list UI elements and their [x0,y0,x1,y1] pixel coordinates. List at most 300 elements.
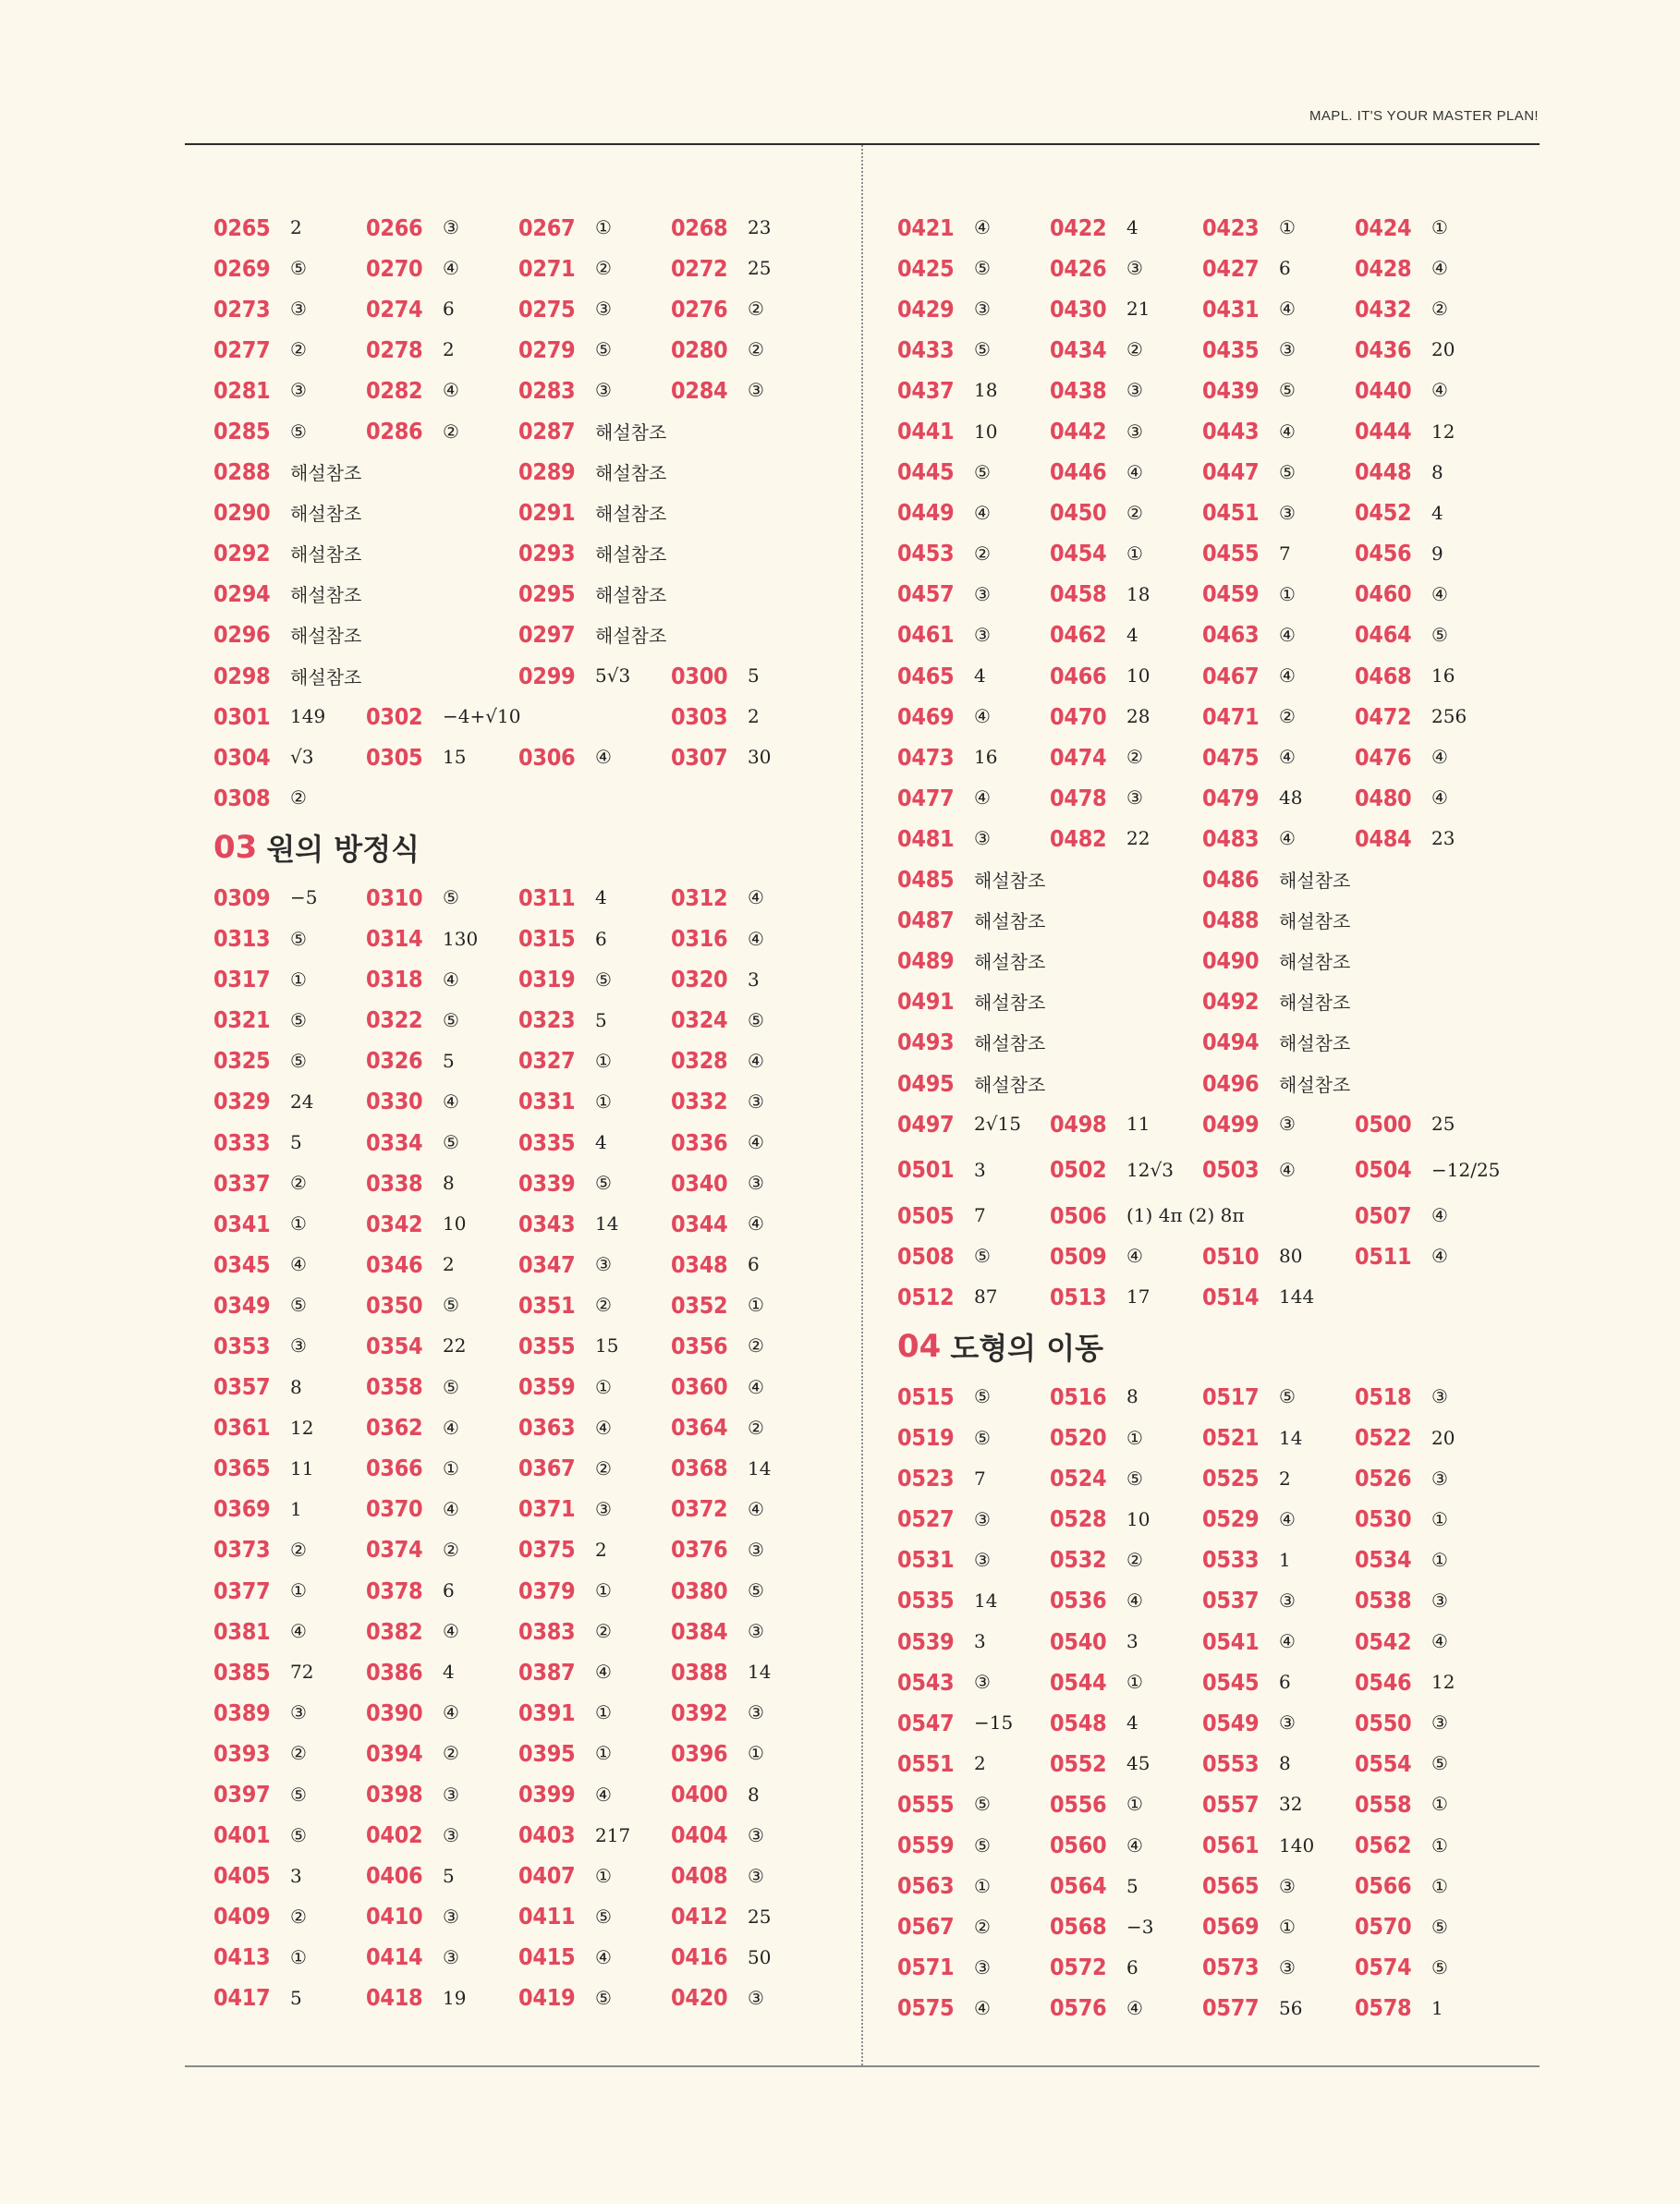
answer-entry [1050,540,1202,566]
answer-value: 20 [1431,338,1455,361]
problem-number: 0536 [1050,1587,1107,1614]
answer-value: ① [290,1579,307,1602]
problem-number: 0280 [671,335,728,363]
answer-entry [213,1292,366,1319]
answer-value: 5 [290,1131,302,1154]
problem-number: 0427 [1202,254,1260,282]
answer-value: ③ [1126,420,1143,443]
answer-value: 28 [1126,705,1150,728]
problem-number: 0343 [518,1210,576,1237]
answer-value: ⑤ [595,968,612,991]
answer-entry [1355,1424,1507,1451]
answer-value: ③ [1279,1589,1296,1612]
answer-entry [1050,499,1202,526]
answer-entry [366,1495,518,1522]
answer-entry [1202,336,1355,363]
answer-entry [897,499,1050,526]
answer-row [213,1203,823,1244]
answer-row [897,574,1507,615]
answer-entry [1202,214,1355,241]
answer-entry [518,296,671,323]
answer-row [213,1407,823,1448]
answer-row [213,1285,823,1325]
answer-value: ④ [1431,1630,1448,1653]
answer-value: ⑤ [974,1245,991,1268]
problem-number: 0540 [1050,1627,1107,1655]
answer-value: ④ [748,1131,764,1154]
answer-entry [1355,1832,1507,1858]
problem-number: 0541 [1202,1627,1260,1655]
answer-row [213,207,823,248]
problem-number: 0443 [1202,418,1260,445]
answer-entry [671,336,823,363]
answer-value: ③ [974,1671,991,1694]
section-title: 도형의 이동 [950,1331,1104,1367]
answer-value: 6 [595,927,607,950]
answer-entry [671,703,823,730]
answer-entry [897,214,1050,241]
answer-entry [366,966,518,992]
answer-value: ④ [748,1497,764,1520]
answer-entry [1202,703,1355,730]
answer-value: ① [595,1375,612,1398]
answer-value: 16 [1431,664,1455,688]
answer-value: 217 [595,1823,631,1846]
problem-number: 0546 [1355,1668,1412,1696]
answer-entry [1355,336,1507,363]
answer-row [213,1367,823,1407]
answer-value: ⑤ [748,1008,764,1031]
answer-value: 14 [1279,1426,1303,1449]
problem-number: 0313 [213,925,271,953]
answer-entry [1355,1628,1507,1655]
problem-number: 0493 [897,1029,955,1056]
problem-number: 0373 [213,1536,271,1564]
answer-value: ④ [290,1620,307,1643]
answer-entry [1050,458,1202,485]
problem-number: 0440 [1355,376,1412,404]
answer-entry [213,1170,366,1197]
answer-entry [366,1862,518,1889]
answer-entry [213,621,366,648]
answer-value: 48 [1279,786,1303,810]
answer-entry [671,1170,823,1197]
answer-value: 6 [1279,257,1291,280]
answer-value: 10 [1126,1507,1150,1530]
answer-entry [1050,377,1202,404]
answer-value: 2 [443,1253,455,1276]
problem-number: 0426 [1050,254,1107,282]
answer-value: 14 [748,1661,772,1684]
answer-entry [1050,703,1202,730]
problem-number: 0495 [897,1069,955,1097]
problem-number: 0411 [518,1903,576,1930]
problem-number: 0517 [1202,1382,1260,1410]
answer-entry [671,1821,823,1848]
answer-row [213,1489,823,1529]
answer-entry [1050,621,1202,648]
problem-number: 0418 [366,1984,423,2012]
answer-entry [213,1862,366,1889]
answer-value: 15 [443,746,467,769]
problem-number: 0327 [518,1047,576,1075]
answer-entry [518,1821,671,1848]
answer-row [213,1529,823,1570]
answer-entry [1050,296,1202,323]
problem-number: 0365 [213,1455,271,1482]
answer-value: ③ [1279,338,1296,361]
answer-value: 2√15 [974,1113,1021,1136]
answer-entry [1202,663,1355,689]
answer-row [897,1499,1507,1540]
answer-row [213,1163,823,1203]
answer-row [897,1144,1507,1195]
answer-value: ④ [443,968,459,991]
answer-value: ④ [748,1212,764,1236]
problem-number: 0298 [213,662,271,689]
answer-entry [897,1750,1050,1777]
section-number: 03 [213,829,258,867]
problem-number: 0477 [897,784,955,811]
answer-value: 11 [1126,1113,1150,1136]
answer-row [213,452,823,493]
answer-value: ③ [290,298,307,321]
answer-entry [1355,1465,1507,1492]
answer-value: 14 [974,1589,998,1612]
answer-entry [671,214,823,241]
answer-value: ⑤ [974,1833,991,1857]
answer-value: ⑤ [290,1823,307,1846]
answer-entry [897,1954,1050,1980]
answer-entry [1050,1710,1202,1736]
problem-number: 0299 [518,662,576,689]
answer-value: ① [1431,1793,1448,1816]
answer-entry [671,1903,823,1930]
problem-number: 0428 [1355,254,1412,282]
answer-value: 12 [290,1416,314,1439]
problem-number: 0397 [213,1781,271,1808]
answer-entry [1202,255,1355,282]
answer-entry [897,703,1050,730]
answer-entry [213,255,366,282]
answer-entry [1202,907,1355,933]
problem-number: 0281 [213,376,271,404]
answer-entry [1202,377,1355,404]
answer-entry [897,580,1050,607]
answer-row [897,696,1507,737]
answer-value: ④ [595,1416,612,1439]
answer-value: 23 [748,216,772,239]
answer-entry [366,1740,518,1767]
problem-number: 0442 [1050,418,1107,445]
answer-value: 2 [290,216,302,239]
answer-row [213,1733,823,1773]
answer-row [213,1122,823,1163]
problem-number: 0501 [897,1156,955,1184]
problem-number: 0374 [366,1536,423,1564]
answer-value: ① [1279,582,1296,605]
answer-value: ⑤ [974,460,991,483]
answer-entry [213,1251,366,1278]
problem-number: 0466 [1050,662,1107,689]
answer-value: 해설참조 [1279,870,1351,893]
problem-number: 0413 [213,1943,271,1971]
answer-value: ③ [1126,379,1143,402]
answer-row [897,248,1507,288]
answer-value: ② [443,1742,459,1765]
answer-value: 해설참조 [595,625,667,648]
answer-value: ② [1126,501,1143,524]
answer-entry [1355,1954,1507,1980]
answer-entry [1355,1546,1507,1573]
answer-entry [1050,785,1202,811]
answer-entry [671,1536,823,1563]
problem-number: 0433 [897,335,955,363]
answer-value: 2 [443,338,455,361]
answer-entry [213,1821,366,1848]
answer-value: 18 [974,379,998,402]
answer-value: 해설참조 [595,503,667,526]
answer-entry [1202,458,1355,485]
answer-value: ⑤ [974,1426,991,1449]
answer-value: ② [748,338,764,361]
answer-row [897,859,1507,900]
answer-value: ④ [290,1253,307,1276]
answer-entry [1202,1156,1355,1183]
answer-entry [518,966,671,992]
problem-number: 0454 [1050,540,1107,567]
answer-row [897,329,1507,370]
answer-value: ④ [748,1049,764,1072]
answer-row [897,941,1507,981]
answer-value: ③ [290,1334,307,1358]
answer-row [897,1784,1507,1824]
problem-number: 0310 [366,883,423,911]
problem-number: 0555 [897,1790,955,1818]
answer-entry [671,1455,823,1481]
problem-number: 0499 [1202,1110,1260,1138]
answer-value: ① [748,1294,764,1317]
answer-entry [518,1047,671,1074]
answer-value: 해설참조 [1279,951,1351,974]
answer-entry [213,1577,366,1604]
answer-row [897,1276,1507,1317]
answer-value: 해설참조 [1279,1032,1351,1055]
problem-number: 0274 [366,295,423,323]
problem-number: 0510 [1202,1242,1260,1270]
problem-number: 0359 [518,1373,576,1401]
section-heading [897,1317,1507,1376]
problem-number: 0569 [1202,1913,1260,1941]
answer-value: ④ [595,1945,612,1968]
answer-entry [366,1781,518,1808]
answer-entry [213,1455,366,1481]
answer-entry [1202,621,1355,648]
answer-value: 6 [443,1579,455,1602]
answer-entry [213,1006,366,1033]
answer-entry [671,1373,823,1400]
answer-entry [897,1111,1050,1138]
problem-number: 0273 [213,295,271,323]
answer-entry [213,1333,366,1359]
answer-entry [897,1710,1050,1736]
answer-entry [671,884,823,911]
answer-value: ④ [1431,1204,1448,1227]
problem-number: 0549 [1202,1709,1260,1736]
answer-entry [518,1618,671,1645]
problem-number: 0403 [518,1821,576,1849]
answer-entry [1202,1587,1355,1613]
problem-number: 0469 [897,702,955,730]
answer-row [897,1947,1507,1988]
answer-entry [518,1373,671,1400]
answer-value: ② [290,1742,307,1765]
answer-entry [1202,1243,1355,1270]
answer-row [897,1866,1507,1906]
answer-row [213,329,823,370]
answer-entry [1355,825,1507,852]
answer-value: ① [1126,1793,1143,1816]
answer-value: 8 [1126,1385,1138,1408]
answer-value: 3 [1126,1630,1138,1653]
answer-value: ③ [1279,1711,1296,1735]
problem-number: 0522 [1355,1424,1412,1452]
problem-number: 0502 [1050,1156,1107,1184]
answer-value: ③ [1431,1589,1448,1612]
answer-entry [671,1699,823,1726]
answer-value: 1 [290,1497,302,1520]
answer-value: 24 [290,1090,314,1113]
answer-row [897,370,1507,410]
answer-entry [897,255,1050,282]
problem-number: 0380 [671,1577,728,1604]
problem-number: 0345 [213,1250,271,1278]
answer-value: ③ [974,1548,991,1571]
answer-value: 12 [1431,420,1455,443]
answer-value: ① [1431,1548,1448,1571]
answer-value: ⑤ [443,1008,459,1031]
answer-row [897,1988,1507,2028]
answer-entry [1050,1202,1355,1229]
answer-value: ④ [1431,786,1448,810]
answer-value: 7 [974,1204,986,1227]
answer-entry [897,1284,1050,1310]
problem-number: 0521 [1202,1424,1260,1452]
answer-entry [1202,1791,1355,1818]
answer-entry [213,1129,366,1156]
answer-value: ④ [595,1661,612,1684]
answer-value: 4 [443,1661,455,1684]
answer-value: ③ [1279,1874,1296,1897]
answer-entry [671,1495,823,1522]
answer-entry [518,214,671,241]
problem-number: 0462 [1050,621,1107,649]
problem-number: 0331 [518,1088,576,1115]
problem-number: 0573 [1202,1954,1260,1981]
problem-number: 0324 [671,1006,728,1034]
problem-number: 0539 [897,1627,955,1655]
answer-entry [1050,418,1202,444]
answer-value: 8 [443,1172,455,1195]
answer-value: 15 [595,1334,619,1358]
answer-entry [1355,663,1507,689]
answer-entry [213,1699,366,1726]
answer-entry [366,744,518,771]
problem-number: 0286 [366,418,423,445]
answer-entry [213,1088,366,1114]
problem-number: 0283 [518,376,576,404]
problem-number: 0530 [1355,1505,1412,1533]
answer-row [213,1448,823,1489]
problem-number: 0551 [897,1749,955,1777]
answer-value: ① [595,1742,612,1765]
answer-value: ② [1431,298,1448,321]
problem-number: 0360 [671,1373,728,1401]
answer-value: ② [290,786,307,810]
answer-value: ⑤ [443,1375,459,1398]
problem-number: 0532 [1050,1546,1107,1574]
answer-value: 10 [974,420,998,443]
answer-entry [366,1943,518,1970]
answer-entry [518,336,671,363]
problem-number: 0315 [518,925,576,953]
section-heading [213,818,823,877]
answer-value: 10 [443,1212,467,1236]
problem-number: 0333 [213,1128,271,1156]
answer-entry [213,499,366,526]
answer-row [897,533,1507,574]
answer-entry [1202,1954,1355,1980]
answer-value: 6 [748,1253,760,1276]
answer-entry [1355,1710,1507,1736]
answer-value: ① [1431,216,1448,239]
answer-value: 14 [748,1456,772,1479]
answer-value: ③ [974,298,991,321]
problem-number: 0419 [518,1984,576,2012]
answer-entry [518,1292,671,1319]
answer-entry [213,1047,366,1074]
answer-value: 해설참조 [595,543,667,566]
answer-entry [366,884,518,911]
problem-number: 0354 [366,1332,423,1359]
problem-number: 0303 [671,702,728,730]
problem-number: 0525 [1202,1465,1260,1492]
problem-number: 0566 [1355,1872,1412,1900]
problem-number: 0550 [1355,1709,1412,1736]
problem-number: 0529 [1202,1505,1260,1533]
answer-value: ④ [1279,1507,1296,1530]
answer-entry [1050,1791,1202,1818]
problem-number: 0371 [518,1495,576,1523]
problem-number: 0432 [1355,295,1412,323]
problem-number: 0441 [897,418,955,445]
answer-entry [671,1088,823,1114]
answer-value: ① [1126,542,1143,565]
problem-number: 0362 [366,1414,423,1442]
problem-number: 0446 [1050,458,1107,486]
answer-entry [213,1984,366,2011]
answer-entry [518,458,671,485]
answer-value: 14 [595,1212,619,1236]
answer-entry [1050,1628,1202,1655]
answer-value: ⑤ [443,886,459,909]
problem-number: 0282 [366,376,423,404]
answer-row [897,1824,1507,1865]
problem-number: 0480 [1355,784,1412,811]
answer-entry [213,1414,366,1441]
problem-number: 0415 [518,1943,576,1971]
answer-value: √3 [290,746,314,769]
